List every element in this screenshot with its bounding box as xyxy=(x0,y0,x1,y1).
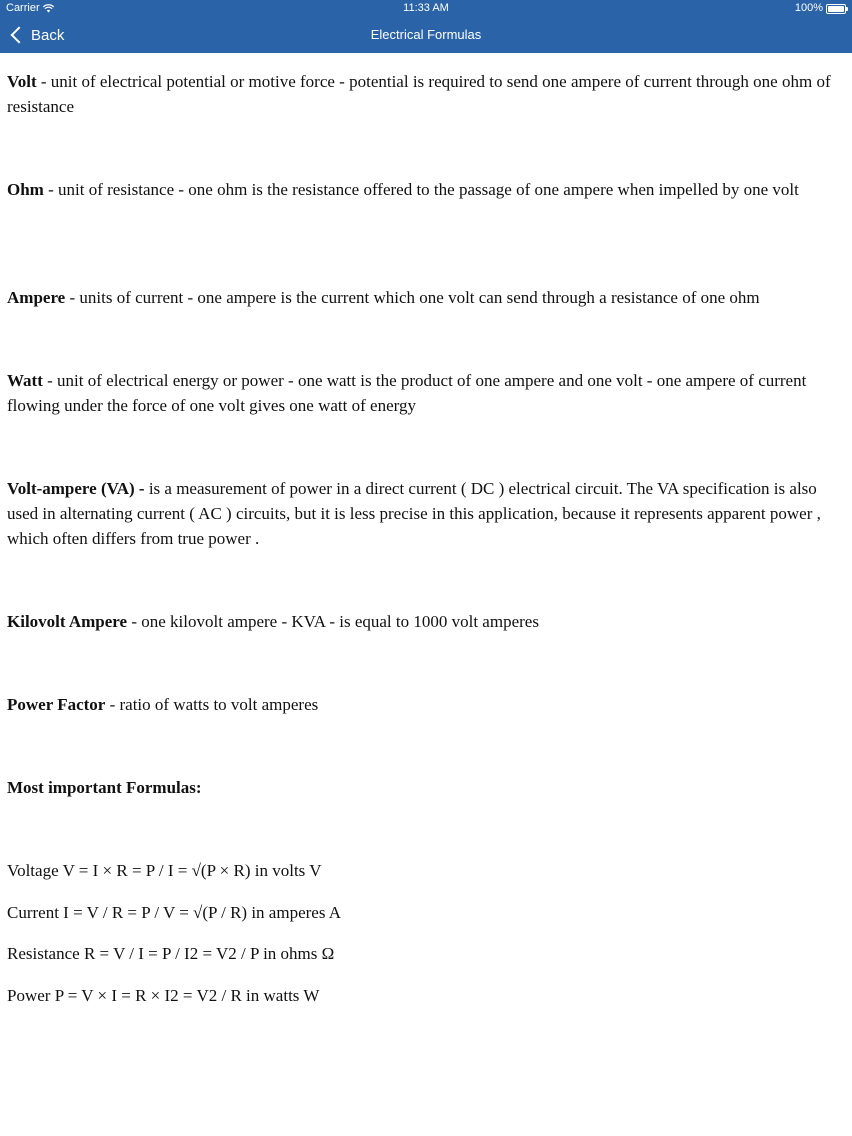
definition-volt-ampere xyxy=(7,476,845,609)
definition-term: Ampere xyxy=(7,288,66,307)
definition-text: - ratio of watts to volt amperes xyxy=(105,695,319,714)
formula-power: Power P = V × I = R × I2 = V2 / R in watts W xyxy=(7,986,320,1005)
definition-text: - unit of electrical energy or power - one watt is the product of one ampere and one volt - one ampere of current flowing under the force of one volt gives one watt of energy xyxy=(7,371,807,415)
definition-volt xyxy=(7,69,845,177)
definition-power-factor xyxy=(7,692,845,775)
definition-term: Power Factor xyxy=(7,695,106,714)
back-label: Back xyxy=(31,26,65,44)
definition-term: Watt xyxy=(7,371,43,390)
definition-text: - unit of resistance - one ohm is the resistance offered to the passage of one ampere when impelled by one volt xyxy=(43,180,799,199)
clock: 11:33 AM xyxy=(403,2,449,14)
formulas-heading-text: Most important Formulas: xyxy=(7,778,202,797)
content-area xyxy=(7,69,845,1024)
battery-icon xyxy=(826,4,846,14)
page-title: Electrical Formulas xyxy=(370,27,482,42)
definition-watt xyxy=(7,368,845,476)
status-bar xyxy=(0,0,852,17)
formula-voltage: Voltage V = I × R = P / I = √(P × R) in volts V xyxy=(7,861,322,880)
formulas-heading xyxy=(7,775,845,858)
definition-text: - units of current - one ampere is the current which one volt can send through a resistance of one ohm xyxy=(65,288,760,307)
definition-term: Volt-ampere (VA) - xyxy=(7,479,145,498)
definition-ohm xyxy=(7,177,845,285)
definition-text: - unit of electrical potential or motive force - potential is required to send one ampere of current through one ohm of resistance xyxy=(7,72,831,116)
top-bar xyxy=(0,0,852,53)
definition-ampere xyxy=(7,285,845,368)
definition-text: - one kilovolt ampere - KVA - is equal to 1000 volt amperes xyxy=(127,612,539,631)
definition-text: is a measurement of power in a direct current ( DC ) electrical circuit. The VA specification is also used in alternating current ( AC ) circuits, but it is less precise in this application, because it represents apparent power , which often differs from true power . xyxy=(7,479,821,548)
battery-info xyxy=(795,0,846,17)
definition-term: Ohm xyxy=(7,180,44,199)
navigation-bar xyxy=(0,17,852,53)
definition-term: Kilovolt Ampere xyxy=(7,612,128,631)
definition-term: Volt xyxy=(7,72,37,91)
formula-current: Current I = V / R = P / V = √(P / R) in amperes A xyxy=(7,903,342,922)
battery-percent: 100% xyxy=(794,2,823,14)
formula-resistance: Resistance R = V / I = P / I2 = V2 / P in ohms Ω xyxy=(7,944,335,963)
definition-kilovolt-ampere xyxy=(7,609,845,692)
carrier-label: Carrier xyxy=(6,2,40,14)
